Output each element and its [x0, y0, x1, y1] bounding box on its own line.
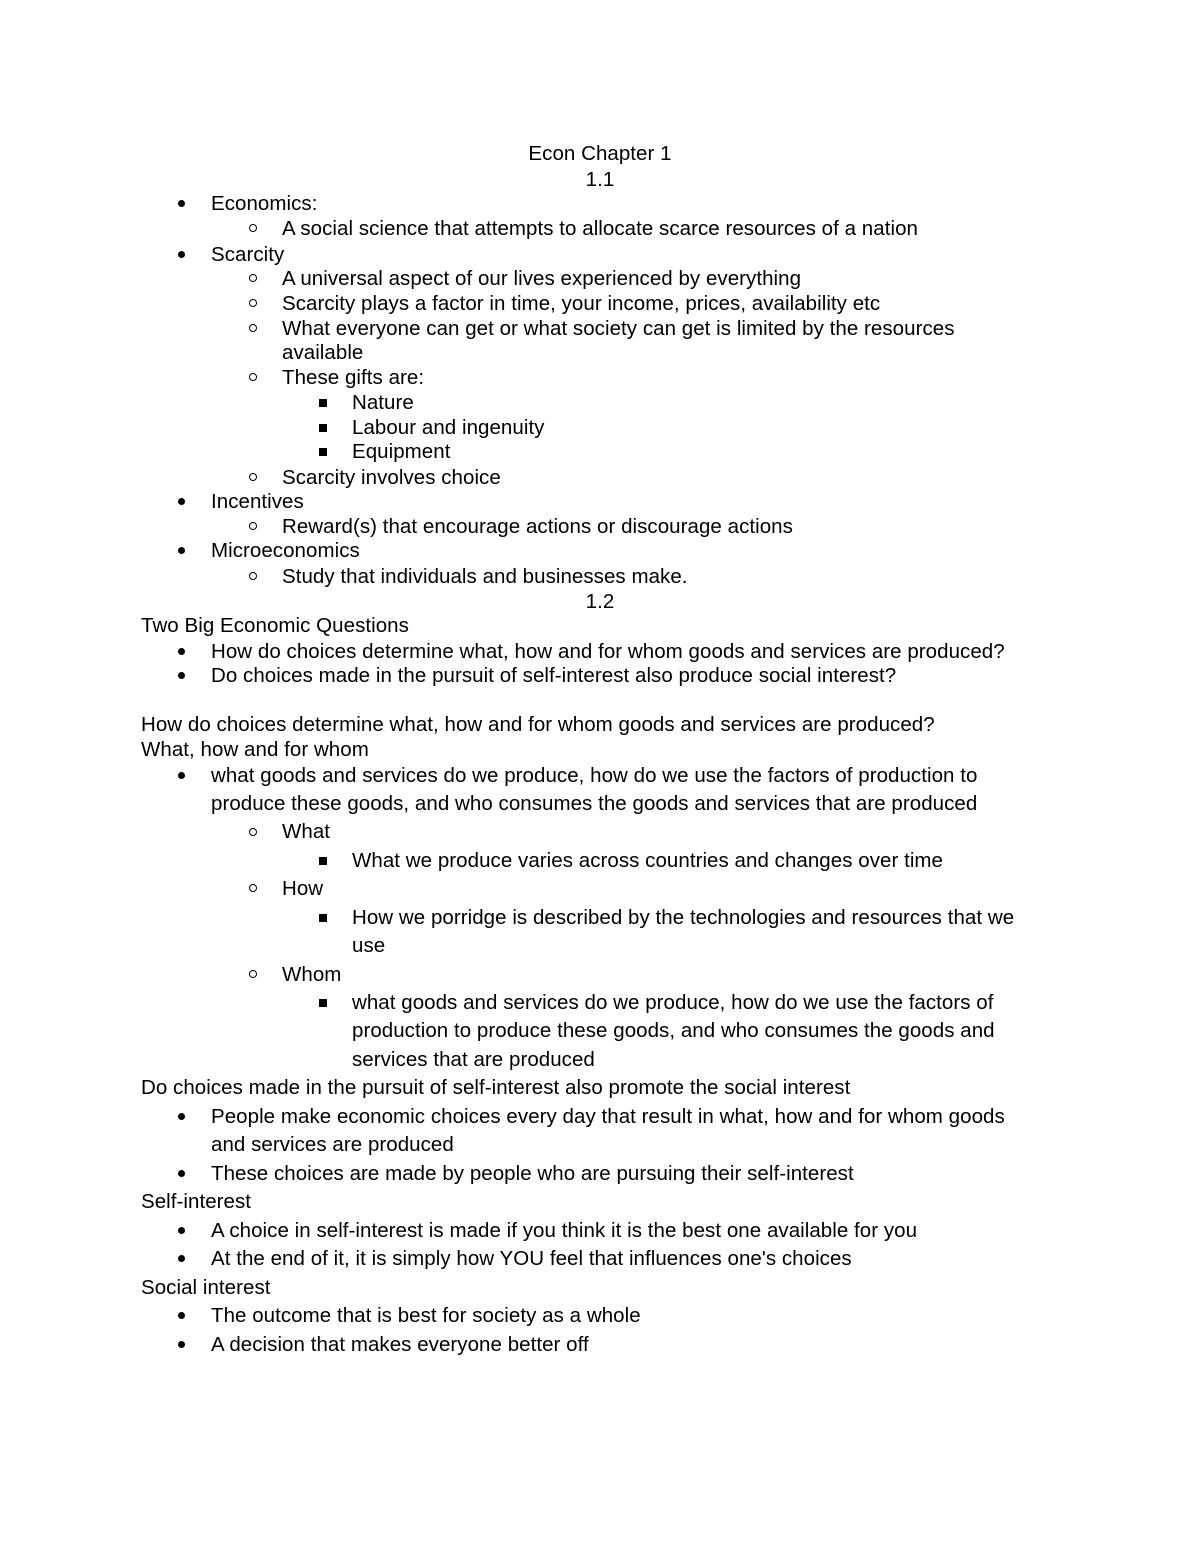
document-title: Econ Chapter 1 — [528, 142, 672, 165]
term-incentives: Incentives — [211, 490, 304, 513]
social-interest-heading: Social interest — [141, 1276, 271, 1299]
social-interest-point: A decision that makes everyone better off — [211, 1333, 589, 1356]
question-2-point: These choices are made by people who are pursuing their self-interest — [211, 1162, 854, 1185]
bullet-circle-icon — [249, 224, 257, 232]
scarcity-point-continued: available — [282, 341, 364, 364]
whom-detail-continued: production to produce these goods, and who consumes the goods and — [352, 1019, 995, 1042]
microeconomics-definition: Study that individuals and businesses make. — [282, 565, 688, 588]
section-heading-1-1: 1.1 — [585, 168, 615, 191]
bullet-circle-icon — [249, 572, 257, 580]
bullet-disc-icon — [178, 498, 185, 505]
bullet-circle-icon — [249, 274, 257, 282]
gifts-intro: These gifts are: — [282, 366, 425, 389]
bullet-disc-icon — [178, 1312, 185, 1319]
scarcity-point: A universal aspect of our lives experienced by everything — [282, 267, 802, 290]
bullet-disc-icon — [178, 1255, 185, 1262]
bullet-circle-icon — [249, 373, 257, 381]
self-interest-point: At the end of it, it is simply how YOU feel that influences one's choices — [211, 1247, 852, 1270]
question-1-heading: How do choices determine what, how and for whom goods and services are produced? — [141, 713, 935, 736]
whom-detail-continued: services that are produced — [352, 1048, 595, 1071]
term-what: What — [282, 820, 331, 843]
bullet-disc-icon — [178, 1341, 185, 1348]
term-economics: Economics: — [211, 192, 318, 215]
question-2-point-continued: and services are produced — [211, 1133, 454, 1156]
wfw-description-continued: produce these goods, and who consumes the goods and services that are produced — [211, 792, 978, 815]
bullet-disc-icon — [178, 547, 185, 554]
section-heading-1-2: 1.2 — [585, 590, 615, 613]
bullet-disc-icon — [178, 1170, 185, 1177]
wfw-description: what goods and services do we produce, how do we use the factors of production to — [211, 764, 978, 787]
term-whom: Whom — [282, 963, 342, 986]
gift-item: Equipment — [352, 440, 451, 463]
bullet-circle-icon — [249, 828, 257, 836]
whom-detail: what goods and services do we produce, how do we use the factors of — [352, 991, 994, 1014]
question-2-point: People make economic choices every day that result in what, how and for whom goods — [211, 1105, 1005, 1128]
bullet-square-icon — [319, 999, 327, 1007]
bullet-circle-icon — [249, 884, 257, 892]
bullet-circle-icon — [249, 324, 257, 332]
how-detail: How we porridge is described by the technologies and resources that we — [352, 906, 1015, 929]
self-interest-heading: Self-interest — [141, 1190, 252, 1213]
how-detail-continued: use — [352, 934, 386, 957]
bullet-square-icon — [319, 448, 327, 456]
what-detail: What we produce varies across countries and changes over time — [352, 849, 944, 872]
bullet-square-icon — [319, 399, 327, 407]
self-interest-point: A choice in self-interest is made if you think it is the best one available for you — [211, 1219, 918, 1242]
scarcity-point: Scarcity plays a factor in time, your income, prices, availability etc — [282, 292, 881, 315]
bullet-disc-icon — [178, 1113, 185, 1120]
big-question: Do choices made in the pursuit of self-interest also produce social interest? — [211, 664, 897, 687]
social-interest-point: The outcome that is best for society as a whole — [211, 1304, 641, 1327]
big-question: How do choices determine what, how and for whom goods and services are produced? — [211, 640, 1005, 663]
bullet-disc-icon — [178, 1227, 185, 1234]
gift-item: Labour and ingenuity — [352, 416, 545, 439]
bullet-square-icon — [319, 424, 327, 432]
bullet-circle-icon — [249, 299, 257, 307]
incentives-definition: Reward(s) that encourage actions or discourage actions — [282, 515, 793, 538]
term-scarcity: Scarcity — [211, 243, 285, 266]
bullet-circle-icon — [249, 970, 257, 978]
bullet-square-icon — [319, 857, 327, 865]
term-microeconomics: Microeconomics — [211, 539, 360, 562]
bullet-disc-icon — [178, 200, 185, 207]
bullet-disc-icon — [178, 772, 185, 779]
bullet-circle-icon — [249, 473, 257, 481]
wfw-heading: What, how and for whom — [141, 738, 369, 761]
term-how: How — [282, 877, 324, 900]
bullet-disc-icon — [178, 672, 185, 679]
bullet-square-icon — [319, 914, 327, 922]
big-questions-title: Two Big Economic Questions — [141, 614, 409, 637]
bullet-circle-icon — [249, 522, 257, 530]
bullet-disc-icon — [178, 251, 185, 258]
economics-definition: A social science that attempts to allocate scarce resources of a nation — [282, 217, 918, 240]
question-2-heading: Do choices made in the pursuit of self-interest also promote the social interest — [141, 1076, 851, 1099]
bullet-disc-icon — [178, 648, 185, 655]
gift-item: Nature — [352, 391, 414, 414]
scarcity-choice: Scarcity involves choice — [282, 466, 501, 489]
scarcity-point: What everyone can get or what society can get is limited by the resources — [282, 317, 955, 340]
